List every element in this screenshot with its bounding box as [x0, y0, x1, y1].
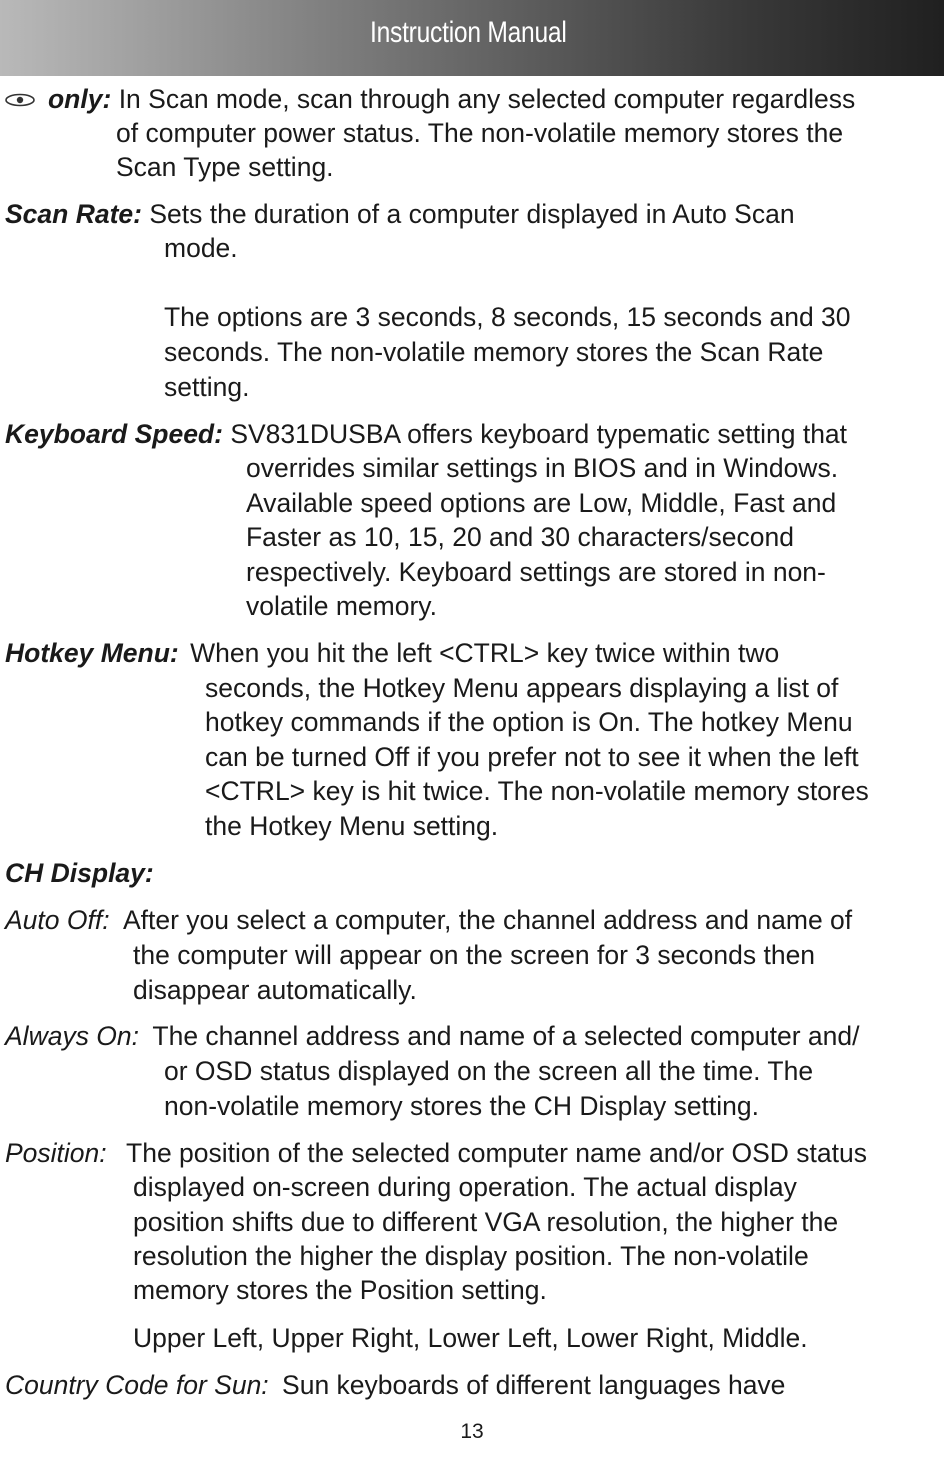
- always-on-line-3: non-volatile memory stores the CH Display setting.: [164, 1091, 760, 1121]
- country-code-term: Country Code for Sun:: [5, 1370, 269, 1400]
- only-line-2: of computer power status. The non-volatile memory stores the: [116, 118, 844, 148]
- only-term: only:: [48, 84, 112, 114]
- scan-rate-line-1: [5, 197, 795, 232]
- always-on-line-2: or OSD status displayed on the screen all the time. The: [164, 1056, 814, 1086]
- position-line-5: memory stores the Position setting.: [133, 1275, 547, 1305]
- hotkey-menu-line-1: [5, 636, 779, 671]
- hotkey-menu-line-5: <CTRL> key is hit twice. The non-volatile memory stores: [205, 776, 869, 806]
- always-on-text: The channel address and name of a selected computer and/: [152, 1021, 860, 1051]
- scan-rate-line-4: seconds. The non-volatile memory stores the Scan Rate: [164, 337, 824, 367]
- auto-off-text: After you select a computer, the channel address and name of: [122, 905, 853, 935]
- page-number: 13: [460, 1420, 484, 1443]
- only-line-3: Scan Type setting.: [116, 152, 334, 182]
- scan-rate-line-2: mode.: [164, 233, 238, 263]
- position-line-2: displayed on-screen during operation. The actual display: [133, 1172, 797, 1202]
- keyboard-speed-line-5: respectively. Keyboard settings are stored in non-: [246, 557, 826, 587]
- keyboard-speed-term: Keyboard Speed:: [5, 419, 223, 449]
- hotkey-menu-line-2: seconds, the Hotkey Menu appears displaying a list of: [205, 673, 839, 703]
- position-line-1: [5, 1136, 867, 1171]
- hotkey-menu-text: When you hit the left <CTRL> key twice within two: [190, 638, 780, 668]
- header-bar: [0, 0, 944, 76]
- scan-rate-term: Scan Rate:: [5, 199, 142, 229]
- keyboard-speed-text: SV831DUSBA offers keyboard typematic setting that: [230, 419, 848, 449]
- scan-rate-text: Sets the duration of a computer displayed in Auto Scan: [149, 199, 795, 229]
- position-line-4: resolution the higher the display position. The non-volatile: [133, 1241, 809, 1271]
- page-title: Instruction Manual: [370, 16, 567, 49]
- always-on-line-1: [5, 1019, 860, 1054]
- keyboard-speed-line-1: [5, 417, 847, 452]
- ch-display-term: CH Display:: [5, 858, 154, 888]
- country-code-line-1: [5, 1368, 785, 1403]
- keyboard-speed-line-6: volatile memory.: [246, 591, 437, 621]
- keyboard-speed-line-4: Faster as 10, 15, 20 and 30 characters/second: [246, 522, 794, 552]
- hotkey-menu-line-3: hotkey commands if the option is On. The hotkey Menu: [205, 707, 853, 737]
- position-text: The position of the selected computer name and/or OSD status: [126, 1138, 867, 1168]
- always-on-term: Always On:: [5, 1021, 140, 1051]
- only-line-1: [48, 82, 855, 117]
- scan-rate-line-5: setting.: [164, 372, 250, 402]
- only-text: In Scan mode, scan through any selected computer regardless: [118, 84, 856, 114]
- auto-off-line-1: [5, 903, 852, 938]
- keyboard-speed-line-3: Available speed options are Low, Middle, Fast and: [246, 488, 837, 518]
- auto-off-line-2: the computer will appear on the screen for 3 seconds then: [133, 940, 816, 970]
- position-options: Upper Left, Upper Right, Lower Left, Lower Right, Middle.: [133, 1323, 808, 1353]
- position-line-3: position shifts due to different VGA resolution, the higher the: [133, 1207, 839, 1237]
- country-code-text: Sun keyboards of different languages have: [282, 1370, 786, 1400]
- hotkey-menu-line-4: can be turned Off if you prefer not to see it when the left: [205, 742, 859, 772]
- eye-icon: [4, 93, 36, 107]
- hotkey-menu-term: Hotkey Menu:: [5, 638, 179, 668]
- keyboard-speed-line-2: overrides similar settings in BIOS and in Windows.: [246, 453, 839, 483]
- auto-off-term: Auto Off:: [5, 905, 110, 935]
- position-term: Position:: [5, 1138, 107, 1168]
- hotkey-menu-line-6: the Hotkey Menu setting.: [205, 811, 499, 841]
- auto-off-line-3: disappear automatically.: [133, 975, 417, 1005]
- scan-rate-line-3: The options are 3 seconds, 8 seconds, 15 seconds and 30: [164, 302, 851, 332]
